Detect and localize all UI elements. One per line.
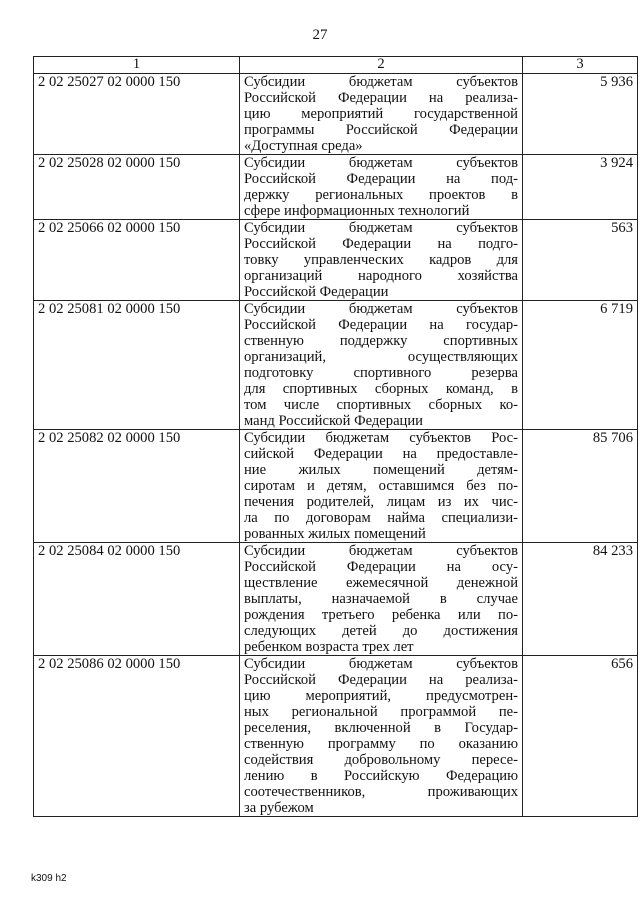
budget-code: 2 02 25086 02 0000 150 — [34, 656, 240, 817]
description-line: рованных жилых помещений — [244, 526, 426, 542]
description-line: сиротам и детям, оставшимся без по- — [244, 478, 518, 494]
income-description — [240, 301, 523, 430]
budget-code: 2 02 25066 02 0000 150 — [34, 220, 240, 301]
amount: 3 924 — [523, 155, 638, 220]
description-line: Российской Федерации на государ- — [244, 317, 518, 333]
column-header-1: 1 — [34, 57, 240, 74]
income-description — [240, 155, 523, 220]
description-line: ственную поддержку спортивных — [244, 333, 518, 349]
footer-code: k309 h2 — [31, 873, 67, 884]
description-line: программы Российской Федерации — [244, 122, 518, 138]
description-line: Российской Федерации на реализа- — [244, 672, 518, 688]
description-line: выплаты, назначаемой в случае — [244, 591, 518, 607]
description-line: товку управленческих кадров для — [244, 252, 518, 268]
budget-code: 2 02 25027 02 0000 150 — [34, 74, 240, 155]
description-line: печения родителей, лицам из их чис- — [244, 494, 518, 510]
budget-code: 2 02 25082 02 0000 150 — [34, 430, 240, 543]
description-line: ных региональной программой пе- — [244, 704, 518, 720]
income-description — [240, 543, 523, 656]
description-line: за рубежом — [244, 800, 314, 816]
budget-code: 2 02 25081 02 0000 150 — [34, 301, 240, 430]
table-row — [34, 74, 638, 155]
description-line: следующих детей до достижения — [244, 623, 518, 639]
income-description — [240, 430, 523, 543]
table-row — [34, 543, 638, 656]
description-line: Субсидии бюджетам субъектов — [244, 155, 518, 171]
description-line: Субсидии бюджетам субъектов — [244, 74, 518, 90]
table-row — [34, 301, 638, 430]
budget-code: 2 02 25028 02 0000 150 — [34, 155, 240, 220]
page-number: 27 — [312, 27, 328, 43]
description-line: лению в Российскую Федерацию — [244, 768, 518, 784]
description-line: ние жилых помещений детям- — [244, 462, 518, 478]
amount: 5 936 — [523, 74, 638, 155]
description-line: Российской Федерации на подго- — [244, 236, 518, 252]
table-body — [34, 74, 638, 817]
description-line: рождения третьего ребенка или по- — [244, 607, 518, 623]
description-line: «Доступная среда» — [244, 138, 363, 154]
description-line: ребенком возраста трех лет — [244, 639, 414, 655]
description-line: Субсидии бюджетам субъектов — [244, 543, 518, 559]
table-row — [34, 220, 638, 301]
budget-code: 2 02 25084 02 0000 150 — [34, 543, 240, 656]
description-line: сфере информационных технологий — [244, 203, 470, 219]
description-line: Субсидии бюджетам субъектов — [244, 656, 518, 672]
column-header-3: 3 — [523, 57, 638, 74]
description-line: Субсидии бюджетам субъектов — [244, 301, 518, 317]
description-line: Российской Федерации на под- — [244, 171, 518, 187]
description-line: подготовку спортивного резерва — [244, 365, 518, 381]
description-line: сийской Федерации на предоставле- — [244, 446, 518, 462]
income-description — [240, 74, 523, 155]
description-line: ла по договорам найма специализи- — [244, 510, 518, 526]
description-line: цию мероприятий, предусмотрен- — [244, 688, 518, 704]
description-line: ственную программу по оказанию — [244, 736, 518, 752]
description-line: соотечественников, проживающих — [244, 784, 518, 800]
table-header-row — [34, 57, 638, 74]
description-line: том числе спортивных сборных ко- — [244, 397, 518, 413]
description-line: содействия добровольному пересе- — [244, 752, 518, 768]
amount: 563 — [523, 220, 638, 301]
description-line: Российской Федерации — [244, 284, 389, 300]
description-line: Российской Федерации на реализа- — [244, 90, 518, 106]
description-line: для спортивных сборных команд, в — [244, 381, 518, 397]
table-row — [34, 155, 638, 220]
amount: 6 719 — [523, 301, 638, 430]
description-line: держку региональных проектов в — [244, 187, 518, 203]
description-line: Субсидии бюджетам субъектов Рос- — [244, 430, 518, 446]
description-line: организаций, осуществляющих — [244, 349, 518, 365]
amount: 656 — [523, 656, 638, 817]
income-description — [240, 220, 523, 301]
description-line: Субсидии бюджетам субъектов — [244, 220, 518, 236]
description-line: цию мероприятий государственной — [244, 106, 518, 122]
description-line: организаций народного хозяйства — [244, 268, 518, 284]
amount: 84 233 — [523, 543, 638, 656]
description-line: Российской Федерации на осу- — [244, 559, 518, 575]
description-line: ществление ежемесячной денежной — [244, 575, 518, 591]
income-description — [240, 656, 523, 817]
table-row — [34, 656, 638, 817]
budget-table — [33, 56, 638, 817]
description-line: реселения, включенной в Государ- — [244, 720, 518, 736]
column-header-2: 2 — [240, 57, 523, 74]
table-row — [34, 430, 638, 543]
description-line: манд Российской Федерации — [244, 413, 423, 429]
amount: 85 706 — [523, 430, 638, 543]
